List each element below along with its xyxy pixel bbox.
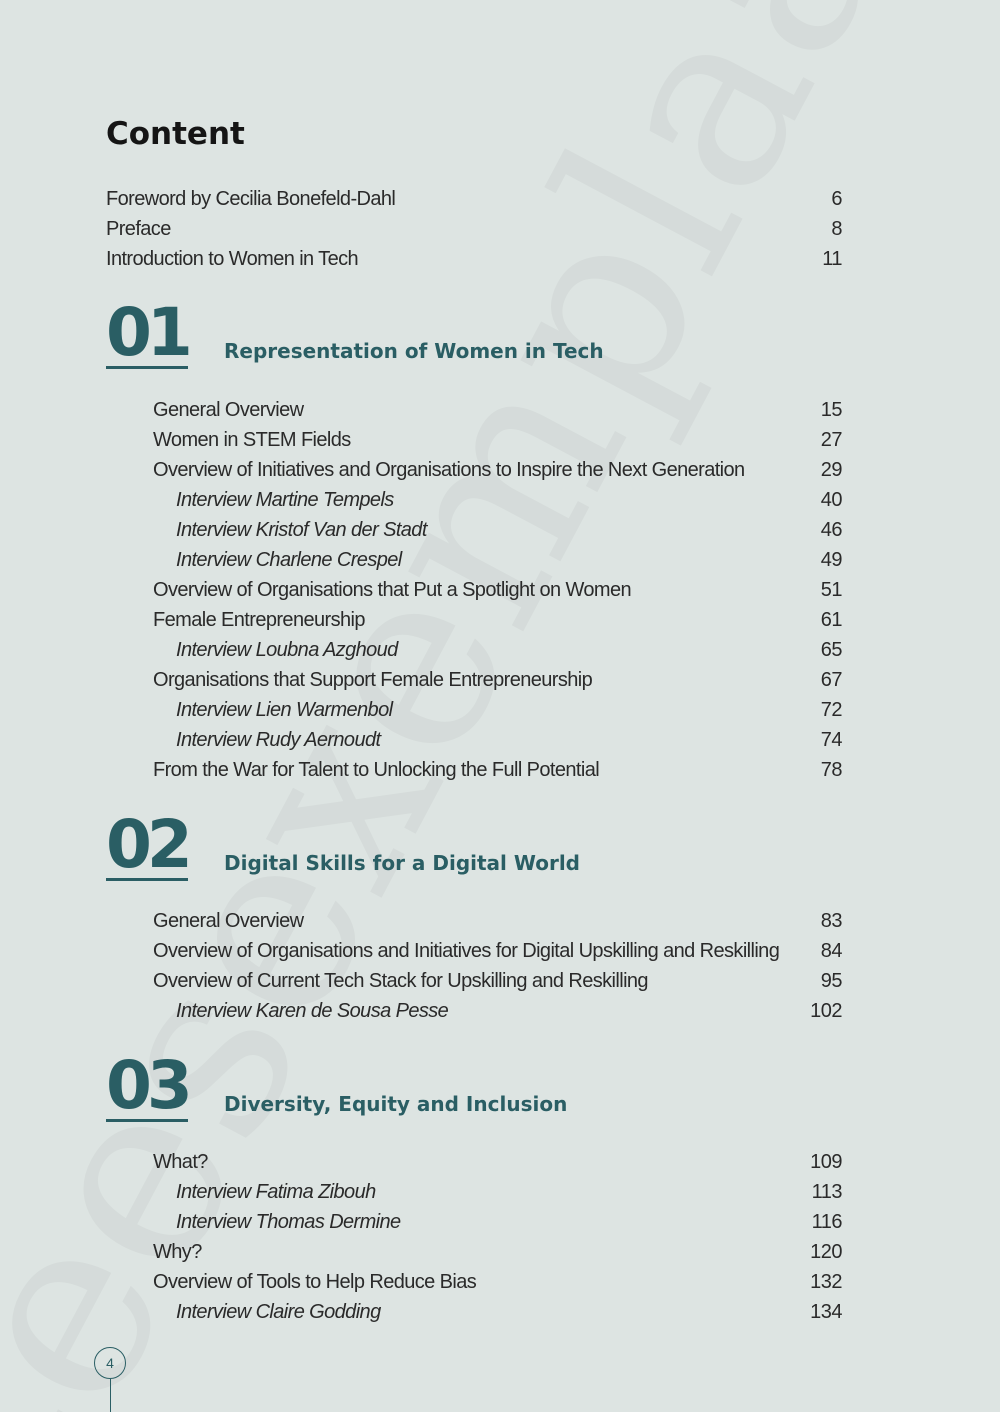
toc-entry-page: 46 [820,519,842,541]
toc-entry [0,940,1000,970]
toc-entry-label: Interview Claire Godding [176,1301,381,1323]
toc-entry-label: From the War for Talent to Unlocking the Full Potential [153,759,600,781]
toc-entry [0,459,1000,489]
toc-entry-interview [0,489,1000,519]
toc-entry-page: 102 [810,1000,842,1022]
toc-entry-label: Overview of Current Tech Stack for Upskilling and Reskilling [153,970,648,992]
chapter-title: Diversity, Equity and Inclusion [224,1092,568,1116]
toc-entry-page: 72 [820,699,842,721]
toc-entry-label: What? [153,1151,208,1173]
page-number: 4 [106,1355,114,1371]
toc-entry [0,429,1000,459]
toc-entry-page: 29 [820,459,842,481]
toc-entry [0,669,1000,699]
page-number-badge [94,1347,126,1379]
toc-entry [0,759,1000,789]
toc-entry-label: Interview Charlene Crespel [176,549,402,571]
toc-entry-label: Interview Fatima Zibouh [176,1181,376,1203]
toc-entry-label: Female Entrepreneurship [153,609,365,631]
toc-entry-page: 116 [811,1211,842,1233]
page-title: Content [106,116,245,152]
toc-entry-interview [0,1211,1000,1241]
toc-entry-label: Overview of Organisations that Put a Spotlight on Women [153,579,632,601]
toc-entry-interview [0,729,1000,759]
toc-entry-label: Why? [153,1241,202,1263]
chapter-number: 03 [106,1047,188,1124]
toc-entry-page: 11 [822,248,842,270]
toc-entry-page: 40 [820,489,842,511]
toc-entry-label: Interview Rudy Aernoudt [176,729,381,751]
toc-entry-page: 95 [820,970,842,992]
toc-entry-interview [0,549,1000,579]
toc-entry-page: 109 [810,1151,842,1173]
toc-entry-label: General Overview [153,910,304,932]
chapter-title: Digital Skills for a Digital World [224,851,580,875]
toc-entry-label: Interview Kristof Van der Stadt [176,519,427,541]
toc-entry-interview [0,1301,1000,1331]
toc-entry-label: Overview of Initiatives and Organisations to Inspire the Next Generation [153,459,745,481]
toc-entry-page: 83 [820,910,842,932]
toc-entry-label: Introduction to Women in Tech [106,248,359,270]
toc-entry-label: Interview Loubna Azghoud [176,639,398,661]
toc-entry-page: 27 [820,429,842,451]
toc-entry [0,910,1000,940]
toc-entry-page: 61 [820,609,842,631]
toc-entry-page: 84 [820,940,842,962]
toc-entry-label: Organisations that Support Female Entrepreneurship [153,669,593,691]
chapter-number: 01 [106,294,188,371]
toc-entry-interview [0,519,1000,549]
toc-entry-page: 132 [810,1271,842,1293]
toc-entry-label: Women in STEM Fields [153,429,351,451]
toc-entry-page: 15 [820,399,842,421]
toc-entry-label: Interview Martine Tempels [176,489,394,511]
toc-entry [0,970,1000,1000]
toc-entry-label: Preface [106,218,171,240]
toc-entry-page: 51 [820,579,842,601]
toc-entry-page: 6 [831,188,842,210]
toc-entry-page: 49 [820,549,842,571]
toc-entry [0,609,1000,639]
toc-entry-interview [0,1181,1000,1211]
chapter-number: 02 [106,806,188,883]
toc-entry-interview [0,699,1000,729]
toc-entry-page: 78 [820,759,842,781]
toc-entry-page: 74 [820,729,842,751]
toc-entry-label: Interview Thomas Dermine [176,1211,401,1233]
toc-entry-page: 134 [810,1301,842,1323]
toc-entry-page: 120 [810,1241,842,1263]
toc-entry [0,399,1000,429]
page-number-rule [110,1379,111,1412]
toc-entry [0,1241,1000,1271]
toc-entry [0,579,1000,609]
toc-entry [0,188,1000,218]
toc-entry-label: Interview Karen de Sousa Pesse [176,1000,449,1022]
toc-entry-interview [0,639,1000,669]
toc-entry-page: 8 [831,218,842,240]
toc-entry [0,1151,1000,1181]
toc-entry-page: 113 [811,1181,842,1203]
chapter-title: Representation of Women in Tech [224,339,604,363]
toc-entry-label: Overview of Organisations and Initiatives for Digital Upskilling and Reskilling [153,940,780,962]
toc-entry [0,1271,1000,1301]
toc-entry-label: Foreword by Cecilia Bonefeld-Dahl [106,188,396,210]
toc-entry-interview [0,1000,1000,1030]
toc-entry-page: 67 [820,669,842,691]
toc-entry-page: 65 [820,639,842,661]
toc-entry-label: Interview Lien Warmenbol [176,699,393,721]
toc-entry-label: General Overview [153,399,304,421]
toc-entry [0,218,1000,248]
toc-entry [0,248,1000,278]
toc-entry-label: Overview of Tools to Help Reduce Bias [153,1271,477,1293]
